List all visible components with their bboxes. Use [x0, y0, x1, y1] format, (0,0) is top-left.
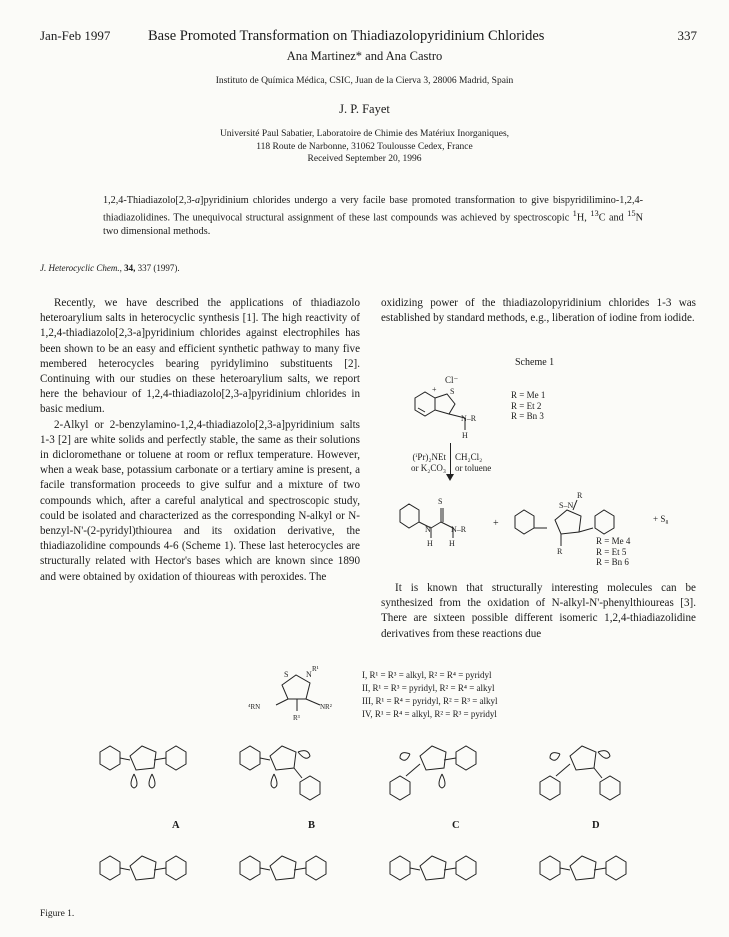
thiadiazolidine-ring	[555, 510, 581, 534]
svg-text:N–R: N–R	[461, 414, 477, 423]
abstract-italic: a	[194, 195, 201, 206]
product-pyridine-left	[515, 510, 534, 534]
r-item: R = Me 4	[596, 536, 631, 546]
conformer-d	[540, 746, 620, 800]
svg-text:N: N	[306, 670, 312, 679]
r-item: R = Et 2	[511, 400, 542, 411]
r-item: R = Bn 6	[596, 557, 629, 567]
reactant-structure	[395, 368, 515, 448]
product-pyridine-right	[595, 510, 614, 534]
condition-base: (ⁱPr)₂NEt	[412, 452, 446, 462]
affiliation-2	[0, 128, 729, 166]
pyridinium-ring	[415, 392, 435, 416]
citation-pages: 337 (1997).	[137, 263, 180, 273]
thiadiazole-ring	[435, 394, 455, 414]
paragraph-3: oxidizing power of the thiadiazolopyridinium chlorides 1-3 was established by standard methods, e.g., liberation of iodine from iodide.	[381, 297, 696, 325]
paragraph-4: It is known that structurally interesting molecules can be synthesized from the oxidation of N-alkyl-N'-phenylthioureas [3]. There are sixteen possible different isomeric 1,2,4-thiadiazolidine derivatives from these reactions due	[381, 582, 696, 640]
abstract-text-1: 1,2,4-Thiadiazolo[2,3-	[103, 195, 195, 206]
svg-text:+: +	[432, 385, 437, 394]
svg-text:H: H	[449, 539, 455, 548]
condition-solvent-alt: or toluene	[455, 462, 492, 473]
sup-15: 15	[627, 208, 636, 219]
label-a: A	[172, 820, 180, 831]
svg-text:H: H	[427, 539, 433, 548]
svg-text:R³: R³	[293, 714, 300, 722]
isomer-item: II, R¹ = R³ = pyridyl, R² = R⁴ = alkyl	[362, 683, 495, 693]
abstract-c: C and	[598, 212, 628, 224]
sup-13: 13	[590, 208, 599, 219]
citation-journal: J. Heterocyclic Chem.,	[40, 263, 122, 273]
plus-sign: +	[493, 518, 499, 529]
abstract	[103, 194, 643, 238]
paragraph-1: Recently, we have described the applications of thiadiazolo heteroarylium salts in heterocyclic synthesis [1]. The high reactivity of 1,2,4-thiadiazolo[2,3-a]pyridinium chlorides against electrophiles has been shown to be an easy and efficient synthetic pathway to many five membered heterocycles bearing pyridylimino substituents [2]. Continuing with our studies on these heteroarylium salts, we report here the behaviour of 1,2,4-thiadiazolo[2,3-a]pyridinium chlorides in basic medium.	[40, 297, 360, 416]
arrow-head	[446, 474, 454, 481]
figure-caption: Figure 1.	[40, 909, 75, 919]
svg-text:N–R: N–R	[451, 525, 467, 534]
sup-1: 1	[572, 208, 577, 219]
thiourea-pyridine	[400, 504, 419, 528]
page-number: 337	[677, 28, 697, 43]
label-b: B	[308, 820, 316, 831]
affiliation-2-line-2: 118 Route de Narbonne, 31062 Toulousse Cedex, France	[256, 141, 473, 152]
author-2: J. P. Fayet	[339, 102, 390, 116]
sulfur-s8: + S₈	[653, 514, 669, 524]
svg-text:R¹: R¹	[312, 665, 319, 673]
affiliation-1: Instituto de Química Médica, CSIC, Juan de la Cierva 3, 28006 Madrid, Spain	[215, 76, 514, 86]
isomer-item: III, R¹ = R⁴ = pyridyl, R² = R³ = alkyl	[362, 696, 498, 706]
figure-1-conformers	[90, 730, 650, 900]
general-thiadiazolidine-structure	[240, 663, 360, 723]
conditions-right	[455, 452, 491, 473]
svg-text:S: S	[284, 670, 289, 679]
svg-text:R: R	[577, 491, 583, 500]
svg-text:H: H	[462, 431, 468, 440]
label-c: C	[452, 820, 460, 831]
svg-text:S: S	[438, 497, 443, 506]
svg-text:S: S	[450, 387, 455, 396]
conformer-b	[240, 746, 320, 800]
products-structures	[395, 488, 715, 576]
conformer-c	[390, 746, 476, 800]
citation	[40, 263, 180, 273]
affiliation-2-line-1: Université Paul Sabatier, Laboratoire de Chimie des Matériux Inorganiques,	[219, 129, 510, 139]
isomer-list	[362, 669, 498, 721]
svg-text:NR²: NR²	[320, 703, 332, 711]
paragraph-2: 2-Alkyl or 2-benzylamino-1,2,4-thiadiazolo[2,3-a]pyridinium salts 1-3 [2] are white solids and perfectly stable, the same as their solutions in dicloromethane or toluene at room or reflux temperature. However, when a weak base, potassium carbonate or a tertiary amine is present, a facile transformation proceeds to give sulfur and a mixture of two compounds which, after a careful analytical and spectroscopic study, could be isolated and characterized as the corresponding N-alkyl or N-benzyl-N'-(2-pyridyl)thiourea and its oxidation derivative, the thiadiazolidine compounds 4-6 (Scheme 1). These last heterocycles are structurally related with Hector's bases which are known since 1890 and were obtained by oxidation of thioureas with peroxides. The	[40, 418, 360, 583]
authors: Ana Martinez* and Ana Castro	[286, 49, 443, 63]
abstract-h: H,	[576, 212, 591, 224]
r-list-top	[511, 390, 545, 422]
isomer-item: IV, R¹ = R⁴ = alkyl, R² = R³ = pyridyl	[362, 709, 497, 719]
citation-volume: 34,	[124, 263, 136, 273]
received-date: Received September 20, 1996	[307, 154, 422, 164]
r-list-bottom	[596, 536, 630, 568]
conformer-row-2	[100, 856, 626, 880]
abstract-text-2: ]pyridinium chlorides undergo a very facile base promoted transformation to give bispyridilimino-1,2,4-thiadiazolidines. The unequivocal structural assignment of these last compounds was achieved by spectroscopic	[103, 195, 643, 224]
conditions-left	[392, 452, 446, 473]
chloride-ion: Cl⁻	[445, 375, 459, 385]
conformer-a	[100, 746, 186, 788]
isomer-item: I, R¹ = R³ = alkyl, R² = R⁴ = pyridyl	[362, 670, 492, 680]
label-d: D	[592, 820, 600, 831]
svg-text:⁴RN: ⁴RN	[248, 703, 261, 711]
condition-solvent: CH₂Cl₂	[455, 452, 483, 462]
r-item: R = Et 5	[596, 546, 627, 557]
abstract-n: N two dimensional methods.	[103, 212, 643, 237]
body-right-top	[381, 296, 696, 326]
article-title: Base Promoted Transformation on Thiadiazolopyridinium Chlorides	[148, 28, 545, 44]
condition-base-alt: or K₂CO₃	[410, 462, 446, 473]
r-item: R = Bn 3	[511, 411, 544, 421]
r-item: R = Me 1	[511, 390, 546, 400]
issue-date: Jan-Feb 1997	[40, 28, 111, 43]
scheme-label: Scheme 1	[515, 357, 555, 368]
svg-text:N: N	[425, 525, 431, 534]
svg-text:R: R	[557, 547, 563, 556]
body-left-column	[40, 296, 360, 585]
svg-text:S–N: S–N	[559, 501, 574, 510]
body-right-bottom	[381, 581, 696, 642]
running-head	[0, 28, 729, 48]
